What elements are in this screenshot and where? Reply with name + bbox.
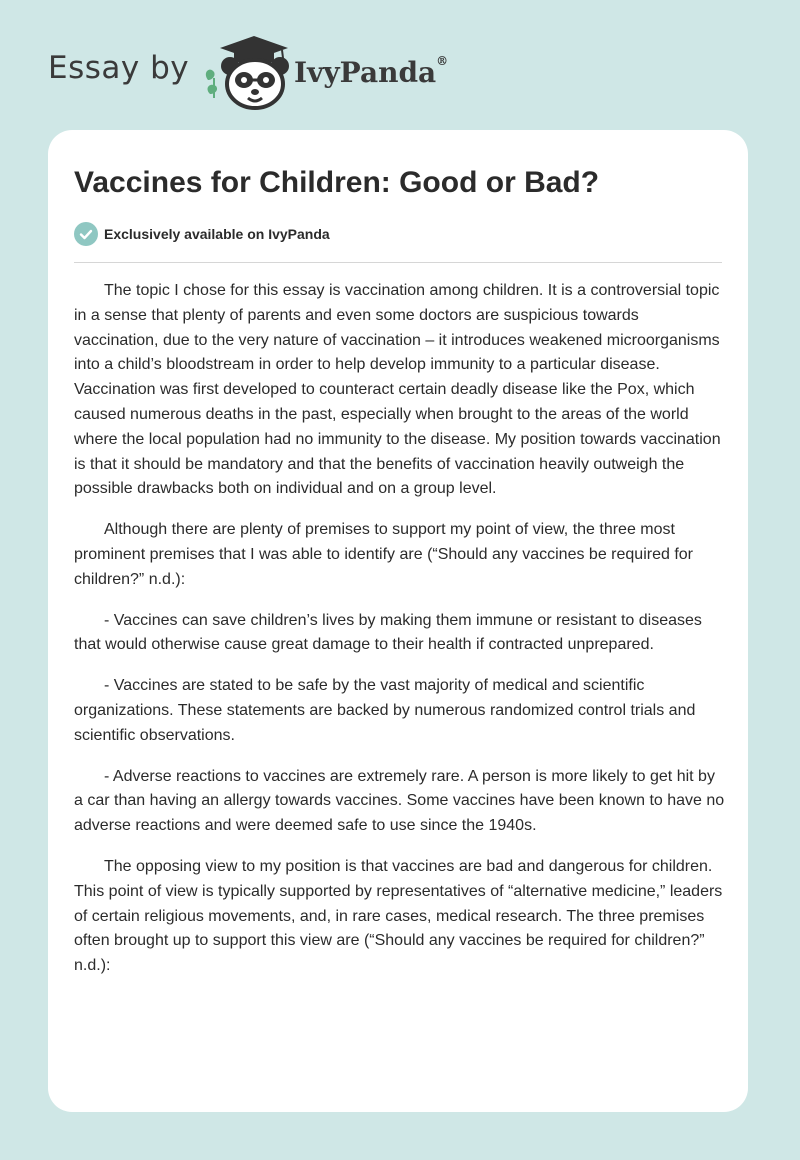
essay-card — [48, 130, 748, 1112]
brand-name-text: IvyPanda — [294, 56, 437, 89]
title-divider — [74, 262, 722, 263]
exclusive-badge — [74, 222, 330, 246]
panda-logo-icon[interactable] — [200, 32, 300, 112]
paragraph: - Adverse reactions to vaccines are extremely rare. A person is more likely to get hit by a car than having an allergy towards vaccines. Some vaccines have been known to have no adverse reactions and were deemed safe to use since the 1940s. — [74, 767, 725, 835]
paragraph: - Vaccines are stated to be safe by the vast majority of medical and scientific organizations. These statements are backed by numerous randomized control trials and scientific observations. — [74, 677, 696, 744]
check-circle-icon — [74, 222, 98, 246]
essay-body — [74, 279, 726, 995]
page-title: Vaccines for Children: Good or Bad? — [74, 166, 600, 199]
brand-name[interactable] — [294, 56, 448, 89]
paragraph: Although there are plenty of premises to support my point of view, the three most prominent premises that I was able to identify are (“Should any vaccines be required for children?” n.d.): — [74, 521, 693, 588]
paragraph: The opposing view to my position is that vaccines are bad and dangerous for children. This point of view is typically supported by representatives of “alternative medicine,” leaders of certain religious movements, and, in rare cases, medical research. The three premises often brought up to support this view are (“Should any vaccines be required for children?” n.d.): — [74, 857, 723, 975]
exclusive-badge-label: Exclusively available on IvyPanda — [104, 226, 330, 242]
paragraph: The topic I chose for this essay is vaccination among children. It is a controversial topic in a sense that plenty of parents and even some doctors are suspicious towards vaccination, due to the very nature of vaccination – it introduces weakened microorganisms into a child’s bloodstream in order to help develop immunity to a particular disease. Vaccination was first developed to counteract certain deadly disease like the Pox, which caused numerous deaths in the past, especially when brought to the areas of the world where the local population had no immunity to the disease. My position towards vaccination is that it should be mandatory and that the benefits of vaccination heavily outweigh the possible drawbacks both on individual and on a group level. — [74, 282, 721, 498]
site-header — [48, 32, 508, 112]
trademark-mark: ® — [436, 54, 449, 68]
essay-by-label: Essay by — [48, 50, 190, 86]
paragraph: - Vaccines can save children’s lives by making them immune or resistant to diseases that would otherwise cause great damage to their health if contracted unprepared. — [74, 611, 702, 654]
